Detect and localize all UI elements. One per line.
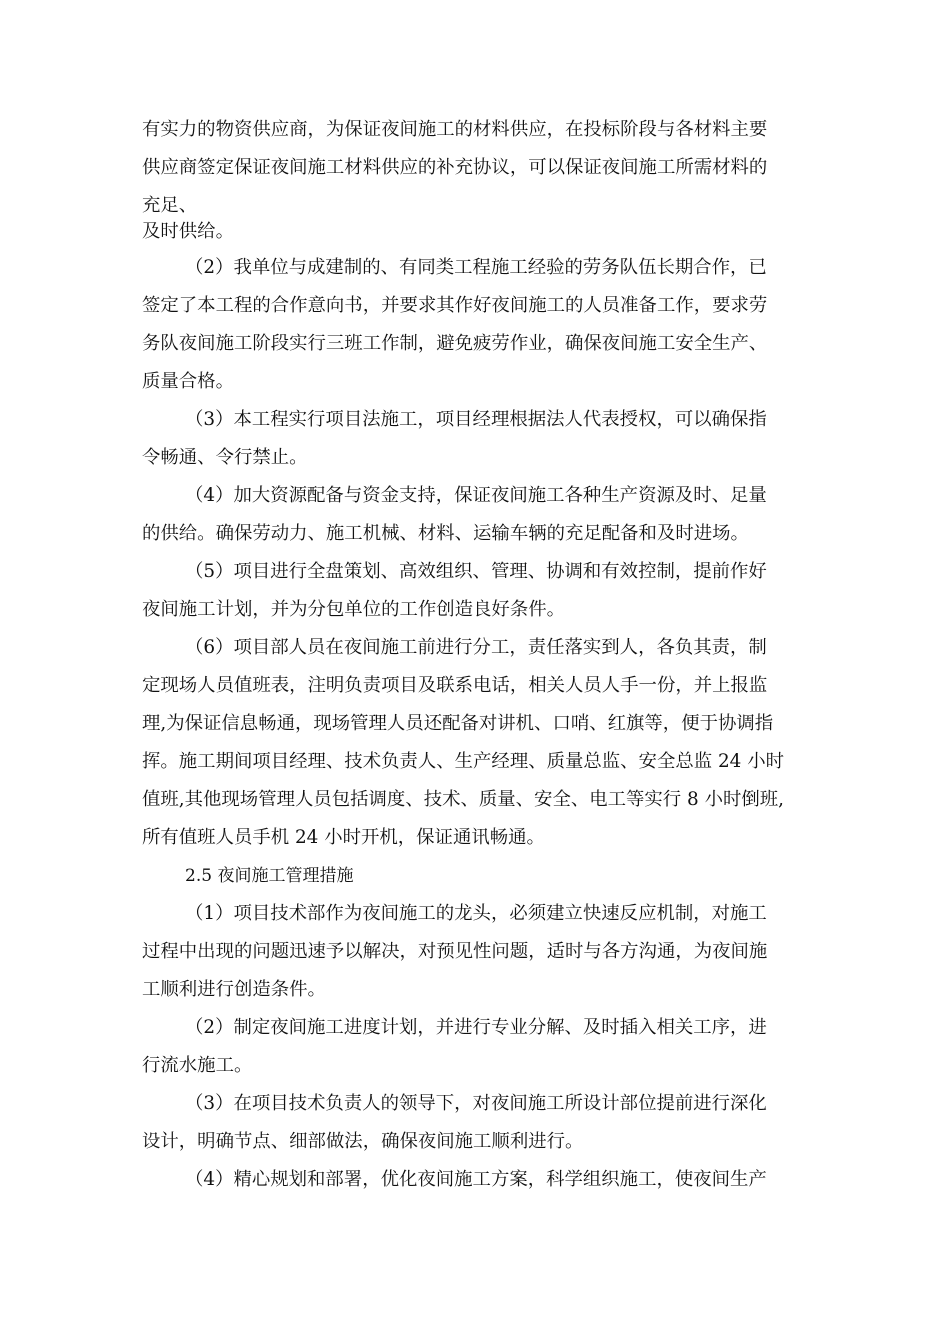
paragraph-6-start: （6）项目部人员在夜间施工前进行分工，责任落实到人，各负其责，制 (185, 637, 767, 658)
text-line: 工顺利进行创造条件。 (142, 979, 326, 1000)
text-line: 签定了本工程的合作意向书，并要求其作好夜间施工的人员准备工作，要求劳 (142, 295, 768, 316)
text-line: 的供给。确保劳动力、施工机械、材料、运输车辆的充足配备和及时进场。 (142, 523, 749, 544)
measure-4-start: （4）精心规划和部署，优化夜间施工方案，科学组织施工，使夜间生产 (185, 1169, 767, 1190)
text-line: 令畅通、令行禁止。 (142, 447, 308, 468)
text-line: 设计，明确节点、细部做法，确保夜间施工顺利进行。 (142, 1131, 584, 1152)
text-line: 质量合格。 (142, 371, 234, 392)
measure-1-start: （1）项目技术部作为夜间施工的龙头，必须建立快速反应机制，对施工 (185, 903, 767, 924)
paragraph-2-start: （2）我单位与成建制的、有同类工程施工经验的劳务队伍长期合作，已 (185, 257, 767, 278)
text-line: 挥。施工期间项目经理、技术负责人、生产经理、质量总监、安全总监 24 小时 (142, 751, 784, 772)
section-heading: 2.5 夜间施工管理措施 (185, 866, 354, 886)
measure-2-start: （2）制定夜间施工进度计划，并进行专业分解、及时插入相关工序，进 (185, 1017, 767, 1038)
text-line: 值班,其他现场管理人员包括调度、技术、质量、安全、电工等实行 8 小时倒班, (142, 789, 784, 810)
text-line: 务队夜间施工阶段实行三班工作制，避免疲劳作业，确保夜间施工安全生产、 (142, 333, 768, 354)
text-line: 供应商签定保证夜间施工材料供应的补充协议，可以保证夜间施工所需材料的 (142, 157, 768, 178)
text-line: 定现场人员值班表，注明负责项目及联系电话，相关人员人手一份，并上报监 (142, 675, 768, 696)
paragraph-5-start: （5）项目进行全盘策划、高效组织、管理、协调和有效控制，提前作好 (185, 561, 767, 582)
paragraph-3-start: （3）本工程实行项目法施工，项目经理根据法人代表授权，可以确保指 (185, 409, 767, 430)
paragraph-4-start: （4）加大资源配备与资金支持，保证夜间施工各种生产资源及时、足量 (185, 485, 767, 506)
text-line: 行流水施工。 (142, 1055, 253, 1076)
text-line: 充足、 (142, 195, 198, 216)
text-line: 所有值班人员手机 24 小时开机，保证通讯畅通。 (142, 827, 545, 848)
text-line: 过程中出现的问题迅速予以解决，对预见性问题，适时与各方沟通，为夜间施 (142, 941, 768, 962)
measure-3-start: （3）在项目技术负责人的领导下，对夜间施工所设计部位提前进行深化 (185, 1093, 767, 1114)
text-line: 有实力的物资供应商，为保证夜间施工的材料供应，在投标阶段与各材料主要 (142, 119, 768, 140)
text-line: 及时供给。 (142, 221, 234, 242)
text-line: 夜间施工计划，并为分包单位的工作创造良好条件。 (142, 599, 565, 620)
text-line: 理,为保证信息畅通，现场管理人员还配备对讲机、口哨、红旗等，便于协调指 (142, 713, 774, 734)
